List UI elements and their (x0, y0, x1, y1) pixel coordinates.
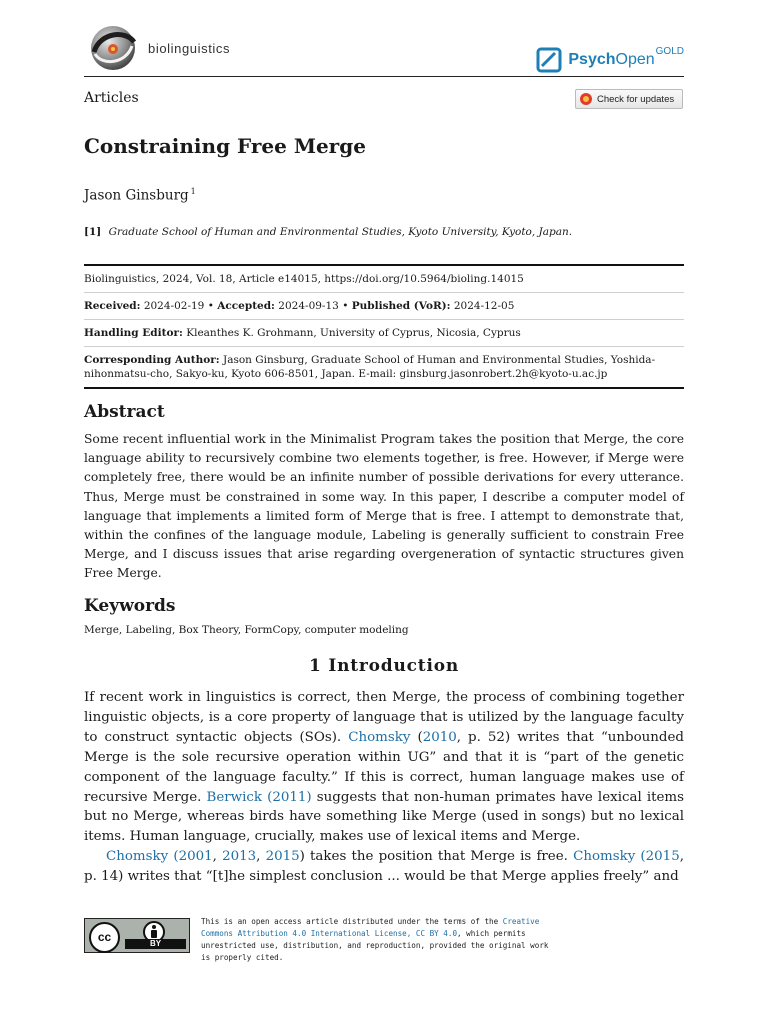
license-notice (201, 916, 561, 964)
article-metadata (84, 264, 684, 389)
journal-name: biolinguistics (148, 40, 231, 56)
by-label: BY (125, 939, 186, 949)
body-text: , p. 14) writes that “[t]he simplest conclusion ... would be that Merge applies freely” and (84, 849, 684, 885)
published-label: Published (VoR): (351, 300, 451, 312)
citation-link-chomsky[interactable]: Chomsky (348, 729, 411, 745)
body-text: If recent work in linguistics is correct, then Merge, the process of combining together linguistic objects, is a core property of language that is utilized by the language faculty to construct syntactic objects (SOs). (84, 690, 684, 745)
author (84, 187, 196, 204)
citation-link-chomsky-2001[interactable]: Chomsky (2001 (106, 849, 213, 865)
article-title: Constraining Free Merge (84, 134, 366, 158)
editor-row (84, 320, 684, 347)
body-text: , (256, 849, 266, 865)
body-text: , (212, 849, 223, 865)
separator-dot: • (342, 300, 352, 312)
citation-link-2015[interactable]: 2015 (265, 849, 300, 865)
abstract-heading: Abstract (84, 402, 165, 422)
editor-label: Handling Editor: (84, 327, 183, 339)
psychopen-icon (536, 47, 562, 73)
header-divider (84, 76, 684, 77)
publisher-logo[interactable] (536, 44, 684, 76)
cc-by-license-badge[interactable] (84, 918, 190, 953)
license-text: , which permits unrestricted use, distribution, and reproduction, provided the original work is properly cited. (201, 929, 549, 962)
citation-row (84, 266, 684, 293)
keywords-text: Merge, Labeling, Box Theory, FormCopy, computer modeling (84, 624, 409, 636)
crossmark-icon (580, 93, 592, 105)
corresponding-label: Corresponding Author: (84, 354, 220, 366)
accepted-date: 2024-09-13 (278, 300, 339, 312)
separator-dot: • (207, 300, 218, 312)
citation-link-2013[interactable]: 2013 (222, 849, 257, 865)
affiliation (84, 226, 572, 238)
cc-icon: cc (89, 922, 120, 953)
body-text: suggests that non-human primates have lexical items but no Merge, whereas birds have something like Merge (used in songs) but no lexical items. Human language, crucially, makes use of lexical items and Merge. (84, 789, 685, 845)
abstract-text: Some recent influential work in the Minimalist Program takes the position that Merge, the core language ability to recursively combine two elements together, is free. However, if Merge were completely free, there would be an infinite number of possible derivations for every utterance. Thus, Merge must be constrained in some way. In this paper, I describe a computer model of language that implements a limited form of Merge that is free. I attempt to demonstrate that, within the confines of the language module, Labeling is generally sufficient to constrain Free Merge, and I discuss issues that arise regarding overgeneration of syntactic structures given Free Merge. (84, 432, 684, 581)
received-date: 2024-02-19 (143, 300, 205, 312)
publisher-name-psych: Psych (568, 51, 616, 68)
citation-text[interactable]: Biolinguistics, 2024, Vol. 18, Article e14015, https://doi.org/10.5964/bioling.14015 (84, 273, 524, 285)
author-affiliation-marker: 1 (190, 187, 196, 196)
corresponding-row (84, 347, 684, 387)
license-link[interactable]: Creative Commons Attribution 4.0 International License, CC BY 4.0 (201, 917, 540, 938)
license-text: This is an open access article distributed under the terms of the (201, 917, 503, 926)
citation-link-berwick[interactable]: Berwick (2011) (206, 789, 312, 805)
keywords-heading: Keywords (84, 596, 176, 616)
check-for-updates-label: Check for updates (597, 93, 675, 105)
publisher-name-open: Open (615, 51, 655, 68)
introduction-heading: 1 Introduction (308, 656, 459, 676)
citation-link-chomsky-2015[interactable]: Chomsky (2015 (573, 849, 680, 865)
accepted-label: Accepted: (217, 300, 275, 312)
introduction-body (84, 688, 684, 887)
citation-link-2010[interactable]: 2010 (422, 729, 457, 745)
section-label: Articles (84, 90, 139, 106)
publisher-tier: GOLD (655, 46, 684, 57)
published-date: 2024-12-05 (453, 300, 515, 312)
introduction-paragraph-1 (84, 688, 684, 847)
corresponding-text: Jason Ginsburg, Graduate School of Human and Environmental Studies, Yoshida-nihonmatsu-cho, Sakyo-ku, Kyoto 606-8501, Japan. E-mail: ginsburg.jasonrobert.2h@kyoto-u.ac.jp (84, 354, 656, 380)
body-text: ) takes the position that Merge is free. (299, 849, 574, 865)
check-for-updates-button[interactable] (575, 89, 683, 109)
dates-row (84, 293, 684, 320)
body-text: ( (410, 729, 423, 745)
editor-text: Kleanthes K. Grohmann, University of Cyprus, Nicosia, Cyprus (186, 327, 521, 339)
journal-logo[interactable] (86, 24, 230, 72)
body-text: , p. 52) writes that “unbounded Merge is the sole recursive operation within UG” and that it is “part of the genetic component of the language faculty.” If this is correct, human language makes use of recursive Merge. (84, 729, 685, 805)
journal-logo-icon (86, 24, 142, 72)
author-name[interactable]: Jason Ginsburg (84, 187, 189, 204)
received-label: Received: (84, 300, 141, 312)
affiliation-text: Graduate School of Human and Environmental Studies, Kyoto University, Kyoto, Japan. (108, 226, 573, 238)
introduction-paragraph-2 (84, 847, 684, 887)
publisher-name (568, 44, 654, 76)
affiliation-number: [1] (84, 226, 102, 238)
